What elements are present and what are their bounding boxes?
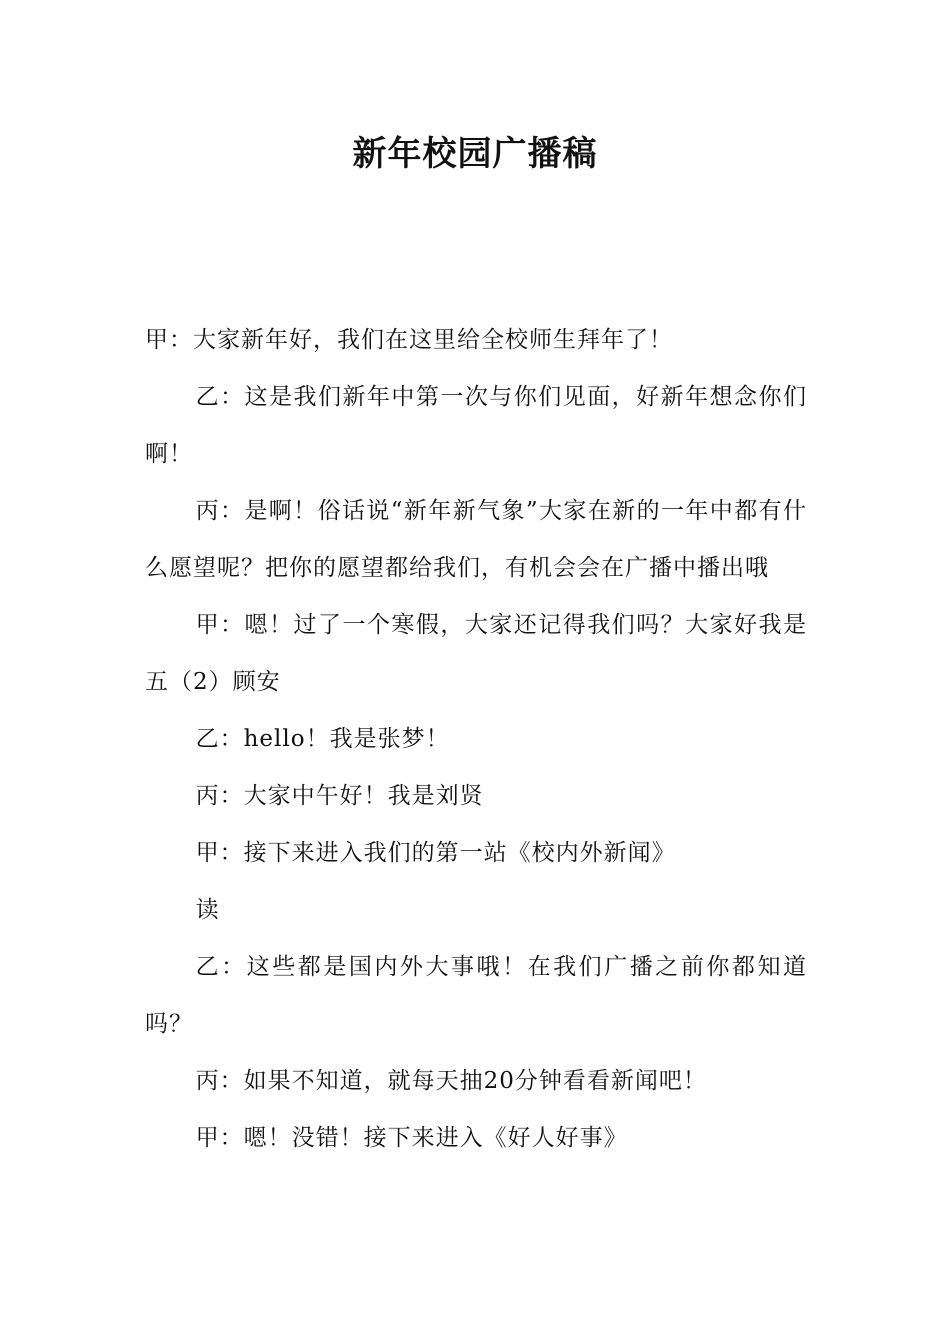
document-body (145, 312, 807, 1167)
paragraph: 丙：是啊！俗话说“新年新气象”大家在新的一年中都有什么愿望呢？把你的愿望都给我们，有机会会在广播中播出哦 (145, 498, 807, 581)
paragraph: 乙：这是我们新年中第一次与你们见面，好新年想念你们啊！ (145, 384, 807, 467)
paragraph: 丙：如果不知道，就每天抽20分钟看看新闻吧！ (195, 1068, 707, 1094)
paragraph: 读 (195, 897, 220, 923)
paragraph: 甲：接下来进入我们的第一站《校内外新闻》 (195, 840, 676, 866)
paragraph: 丙：大家中午好！我是刘贤 (195, 783, 484, 809)
paragraph: 乙：这些都是国内外大事哦！在我们广播之前你都知道吗？ (145, 954, 807, 1037)
document-title: 新年校园广播稿 (352, 134, 598, 174)
paragraph: 甲：嗯！没错！接下来进入《好人好事》 (195, 1125, 628, 1151)
paragraph: 乙：hello！我是张梦！ (195, 726, 450, 752)
paragraph: 甲：大家新年好，我们在这里给全校师生拜年了！ (145, 327, 673, 353)
paragraph: 甲：嗯！过了一个寒假，大家还记得我们吗？大家好我是五（2）顾安 (145, 612, 807, 695)
